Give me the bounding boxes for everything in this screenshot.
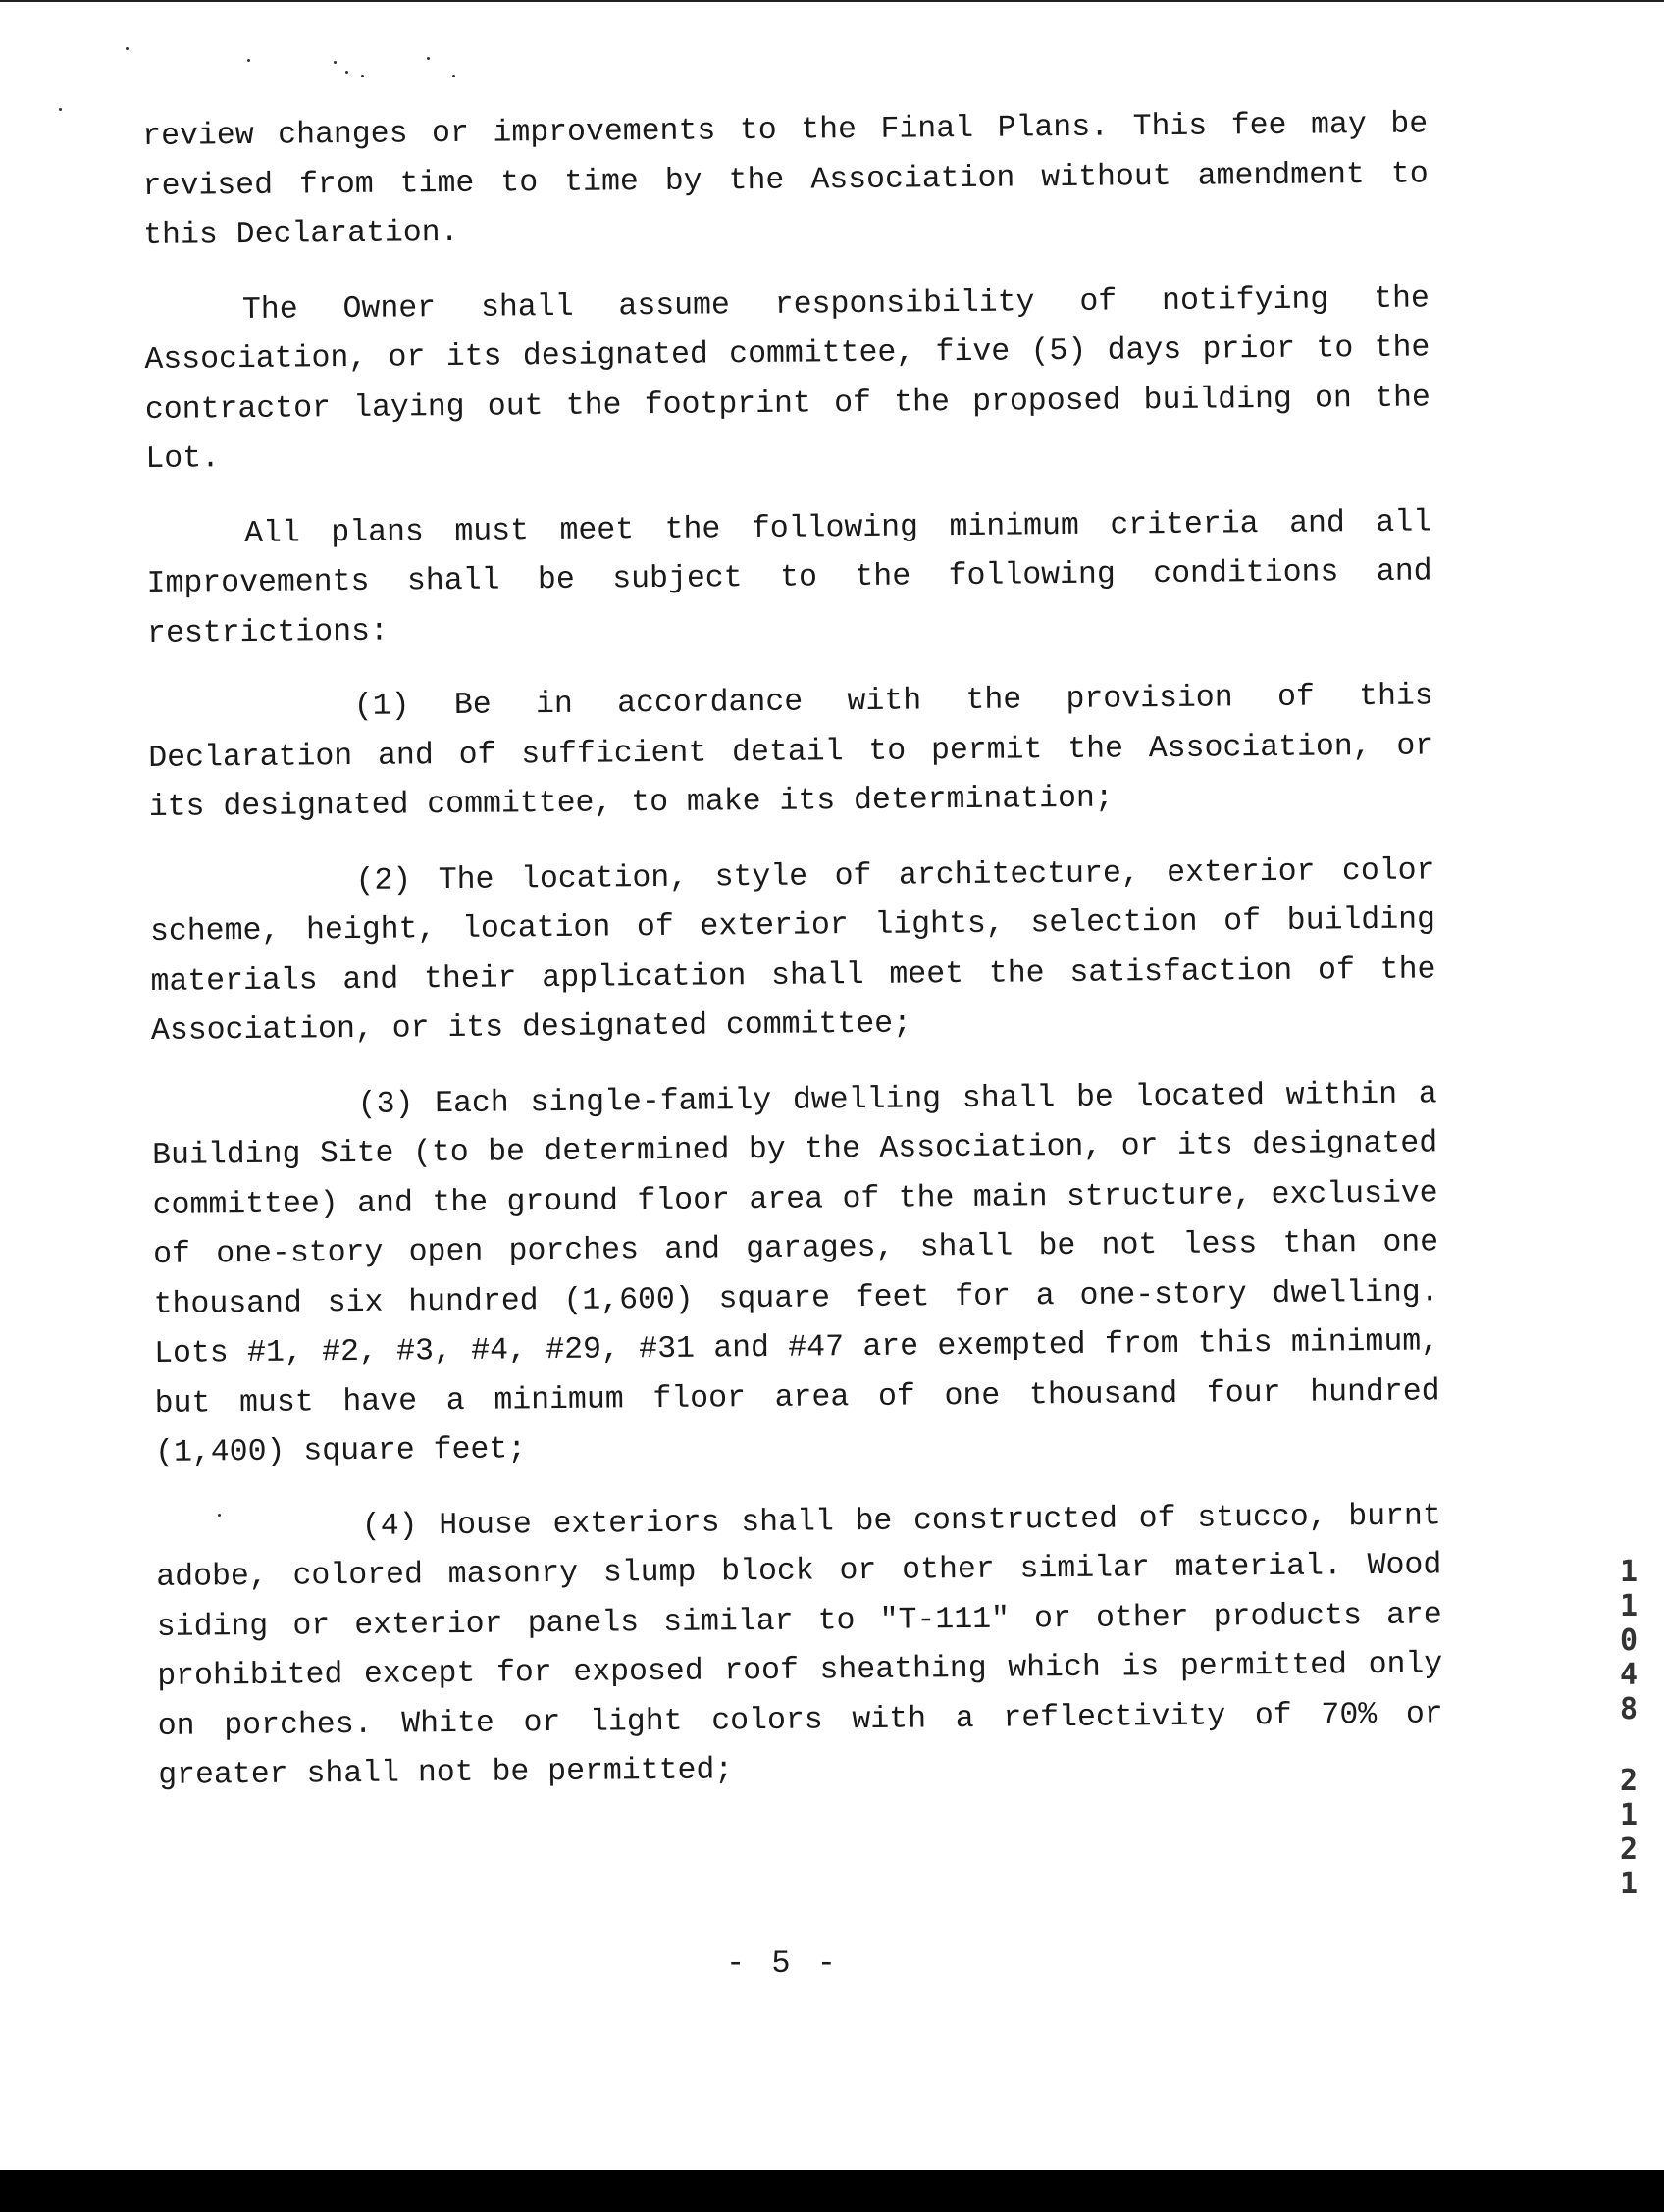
stamp-digit: 1 — [1619, 1589, 1638, 1623]
side-stamp-number — [1609, 1555, 1648, 1938]
document-body — [142, 100, 1444, 1826]
stamp-digit: 1 — [1619, 1798, 1638, 1832]
scan-bottom-border — [0, 2170, 1664, 2212]
page-number: - 5 - — [725, 1945, 840, 1981]
paragraph-owner-notification: The Owner shall assume responsibility of notifying the Association, or its designated committee, five (5) days prior to the contractor laying out the footprint of the proposed building on the Lot. — [144, 281, 1431, 477]
stamp-digit: 2 — [1619, 1764, 1638, 1798]
stamp-digit: 1 — [1619, 1867, 1638, 1901]
paragraph-minimum-criteria: All plans must meet the following minimum criteria and all Improvements shall be subject to the following conditions and restrictions: — [146, 504, 1432, 651]
list-item-2: (2) The location, style of architecture, exterior color scheme, height, location of exterior lights, selection of building materials and their application shall meet the satisfaction of the Association, or its designated committee; — [149, 852, 1436, 1049]
stamp-digit: 0 — [1619, 1623, 1638, 1658]
list-item-3: (3) Each single-family dwelling shall be located within a Building Site (to be determined by the Association, or its designated committee) and the ground floor area of the main structure, exclusive of one-story open porches and garages, shall be not less than one thousand six hundred (1,600) square feet for a one-story dwelling. Lots #1, #2, #3, #4, #29, #31 and #47 are exempted from this minimum, but must have a minimum floor area of one thousand four hundred (1,400) square feet; — [152, 1076, 1440, 1470]
scan-top-edge — [0, 0, 1664, 2]
side-stamp-group-b — [1609, 1764, 1648, 1901]
stamp-digit: 2 — [1619, 1832, 1638, 1867]
list-item-4: (4) House exteriors shall be constructed of stucco, burnt adobe, colored masonry slump block or other similar material. Wood siding or exterior panels similar to "T-111" or other products are prohibited except for exposed roof sheathing which is permitted only on porches. White or light colors with a reflectivity of 70% or greater shall not be permitted; — [156, 1498, 1443, 1793]
stamp-digit: 1 — [1619, 1555, 1638, 1589]
paragraph-fee-revision: review changes or improvements to the Final Plans. This fee may be revised from time to time by the Association without amendment to this Declaration. — [142, 107, 1429, 253]
side-stamp-group-a — [1609, 1555, 1648, 1726]
stamp-digit: 4 — [1619, 1658, 1638, 1692]
stamp-digit: 8 — [1619, 1692, 1638, 1726]
list-item-1: (1) Be in accordance with the provision of this Declaration and of sufficient detail to permit the Association, or its designated committee, to make its determination; — [148, 679, 1434, 825]
